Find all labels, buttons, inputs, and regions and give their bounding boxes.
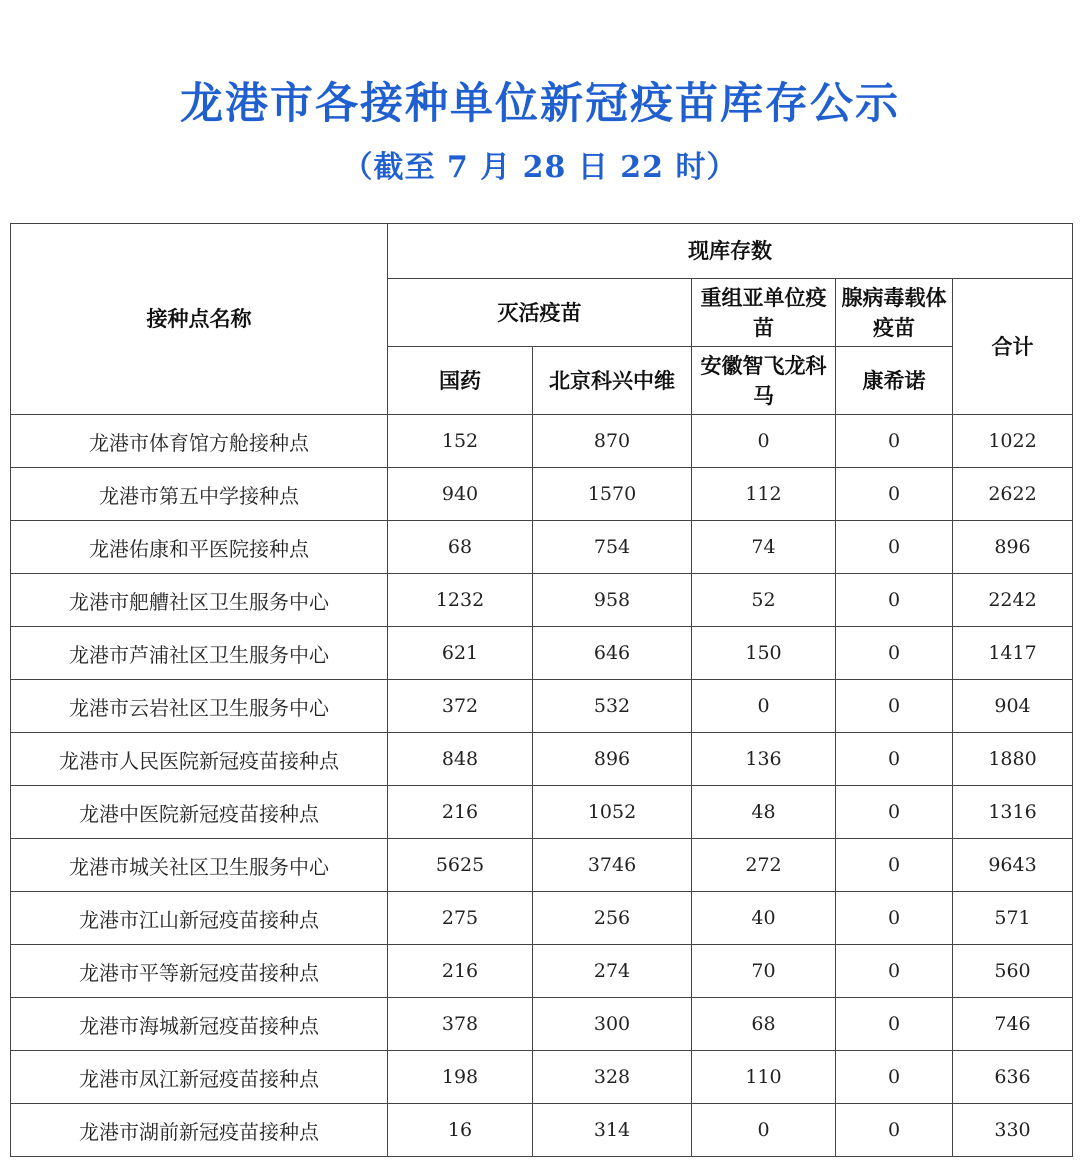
cell-cansino: 0 bbox=[836, 468, 953, 521]
table-row bbox=[11, 786, 1073, 839]
cell-total: 571 bbox=[953, 892, 1073, 945]
page-title: 龙港市各接种单位新冠疫苗库存公示 bbox=[180, 79, 900, 129]
cell-total: 9643 bbox=[953, 839, 1073, 892]
table-row bbox=[11, 415, 1073, 468]
cell-site-name: 龙港市芦浦社区卫生服务中心 bbox=[11, 627, 388, 680]
cell-cansino: 0 bbox=[836, 1104, 953, 1157]
cell-sinopharm: 216 bbox=[388, 945, 533, 998]
cell-zhifei: 150 bbox=[692, 627, 836, 680]
cell-sinovac: 314 bbox=[533, 1104, 692, 1157]
cell-zhifei: 70 bbox=[692, 945, 836, 998]
cell-sinopharm: 275 bbox=[388, 892, 533, 945]
cell-sinopharm: 68 bbox=[388, 521, 533, 574]
table-row bbox=[11, 1051, 1073, 1104]
cell-site-name: 龙港市凤江新冠疫苗接种点 bbox=[11, 1051, 388, 1104]
cell-sinovac: 1052 bbox=[533, 786, 692, 839]
cell-zhifei: 0 bbox=[692, 415, 836, 468]
cell-site-name: 龙港市平等新冠疫苗接种点 bbox=[11, 945, 388, 998]
cell-zhifei: 52 bbox=[692, 574, 836, 627]
cell-zhifei: 136 bbox=[692, 733, 836, 786]
cell-total: 330 bbox=[953, 1104, 1073, 1157]
cell-site-name: 龙港市人民医院新冠疫苗接种点 bbox=[11, 733, 388, 786]
group-header-inactivated: 灭活疫苗 bbox=[388, 279, 692, 347]
cell-total: 1880 bbox=[953, 733, 1073, 786]
cell-sinovac: 646 bbox=[533, 627, 692, 680]
cell-zhifei: 40 bbox=[692, 892, 836, 945]
column-header-sinopharm: 国药 bbox=[388, 347, 533, 415]
cell-zhifei: 48 bbox=[692, 786, 836, 839]
cell-zhifei: 112 bbox=[692, 468, 836, 521]
column-header-zhifei: 安徽智飞龙科马 bbox=[692, 347, 836, 415]
cell-sinovac: 328 bbox=[533, 1051, 692, 1104]
cell-zhifei: 272 bbox=[692, 839, 836, 892]
cell-site-name: 龙港佑康和平医院接种点 bbox=[11, 521, 388, 574]
group-header-stock: 现库存数 bbox=[388, 224, 1073, 279]
cell-sinopharm: 16 bbox=[388, 1104, 533, 1157]
table-row bbox=[11, 998, 1073, 1051]
cell-cansino: 0 bbox=[836, 627, 953, 680]
table-row bbox=[11, 627, 1073, 680]
table-row bbox=[11, 468, 1073, 521]
table-row bbox=[11, 521, 1073, 574]
cell-sinopharm: 152 bbox=[388, 415, 533, 468]
cell-cansino: 0 bbox=[836, 786, 953, 839]
cell-sinovac: 870 bbox=[533, 415, 692, 468]
table-row bbox=[11, 945, 1073, 998]
cell-sinopharm: 940 bbox=[388, 468, 533, 521]
cell-total: 2622 bbox=[953, 468, 1073, 521]
cell-cansino: 0 bbox=[836, 892, 953, 945]
cell-sinovac: 754 bbox=[533, 521, 692, 574]
cell-cansino: 0 bbox=[836, 1051, 953, 1104]
cell-site-name: 龙港市海城新冠疫苗接种点 bbox=[11, 998, 388, 1051]
cell-cansino: 0 bbox=[836, 998, 953, 1051]
cell-sinopharm: 621 bbox=[388, 627, 533, 680]
cell-site-name: 龙港市江山新冠疫苗接种点 bbox=[11, 892, 388, 945]
cell-cansino: 0 bbox=[836, 415, 953, 468]
cell-sinovac: 3746 bbox=[533, 839, 692, 892]
cell-sinopharm: 372 bbox=[388, 680, 533, 733]
cell-site-name: 龙港市体育馆方舱接种点 bbox=[11, 415, 388, 468]
cell-sinovac: 896 bbox=[533, 733, 692, 786]
table-row bbox=[11, 839, 1073, 892]
cell-sinovac: 256 bbox=[533, 892, 692, 945]
column-header-total: 合计 bbox=[953, 279, 1073, 415]
table-row bbox=[11, 680, 1073, 733]
cell-sinovac: 300 bbox=[533, 998, 692, 1051]
cell-total: 2242 bbox=[953, 574, 1073, 627]
cell-sinopharm: 378 bbox=[388, 998, 533, 1051]
cell-site-name: 龙港市舥艚社区卫生服务中心 bbox=[11, 574, 388, 627]
cell-sinovac: 958 bbox=[533, 574, 692, 627]
cell-cansino: 0 bbox=[836, 733, 953, 786]
cell-site-name: 龙港市湖前新冠疫苗接种点 bbox=[11, 1104, 388, 1157]
cell-cansino: 0 bbox=[836, 680, 953, 733]
cell-site-name: 龙港市云岩社区卫生服务中心 bbox=[11, 680, 388, 733]
cell-cansino: 0 bbox=[836, 839, 953, 892]
cell-total: 636 bbox=[953, 1051, 1073, 1104]
cell-zhifei: 0 bbox=[692, 1104, 836, 1157]
cell-cansino: 0 bbox=[836, 574, 953, 627]
cell-cansino: 0 bbox=[836, 945, 953, 998]
cell-sinopharm: 5625 bbox=[388, 839, 533, 892]
cell-sinopharm: 1232 bbox=[388, 574, 533, 627]
table-header bbox=[11, 224, 1073, 415]
table-row bbox=[11, 574, 1073, 627]
cell-sinopharm: 848 bbox=[388, 733, 533, 786]
table-row bbox=[11, 1104, 1073, 1157]
cell-total: 560 bbox=[953, 945, 1073, 998]
cell-zhifei: 68 bbox=[692, 998, 836, 1051]
cell-total: 1022 bbox=[953, 415, 1073, 468]
cell-total: 1316 bbox=[953, 786, 1073, 839]
table-body bbox=[11, 415, 1073, 1157]
cell-total: 896 bbox=[953, 521, 1073, 574]
group-header-adenovirus: 腺病毒载体疫苗 bbox=[836, 279, 953, 347]
cell-site-name: 龙港市第五中学接种点 bbox=[11, 468, 388, 521]
cell-zhifei: 74 bbox=[692, 521, 836, 574]
cell-sinovac: 274 bbox=[533, 945, 692, 998]
column-header-cansino: 康希诺 bbox=[836, 347, 953, 415]
cell-total: 904 bbox=[953, 680, 1073, 733]
page-subtitle: （截至 7 月 28 日 22 时） bbox=[342, 150, 738, 185]
cell-sinovac: 1570 bbox=[533, 468, 692, 521]
cell-sinopharm: 216 bbox=[388, 786, 533, 839]
cell-total: 1417 bbox=[953, 627, 1073, 680]
cell-cansino: 0 bbox=[836, 521, 953, 574]
cell-zhifei: 110 bbox=[692, 1051, 836, 1104]
cell-zhifei: 0 bbox=[692, 680, 836, 733]
group-header-recombinant: 重组亚单位疫苗 bbox=[692, 279, 836, 347]
table-row bbox=[11, 733, 1073, 786]
cell-site-name: 龙港市城关社区卫生服务中心 bbox=[11, 839, 388, 892]
cell-total: 746 bbox=[953, 998, 1073, 1051]
cell-sinovac: 532 bbox=[533, 680, 692, 733]
cell-sinopharm: 198 bbox=[388, 1051, 533, 1104]
column-header-site: 接种点名称 bbox=[11, 224, 388, 415]
vaccine-stock-table bbox=[10, 223, 1073, 1157]
cell-site-name: 龙港中医院新冠疫苗接种点 bbox=[11, 786, 388, 839]
column-header-sinovac: 北京科兴中维 bbox=[533, 347, 692, 415]
table-row bbox=[11, 892, 1073, 945]
